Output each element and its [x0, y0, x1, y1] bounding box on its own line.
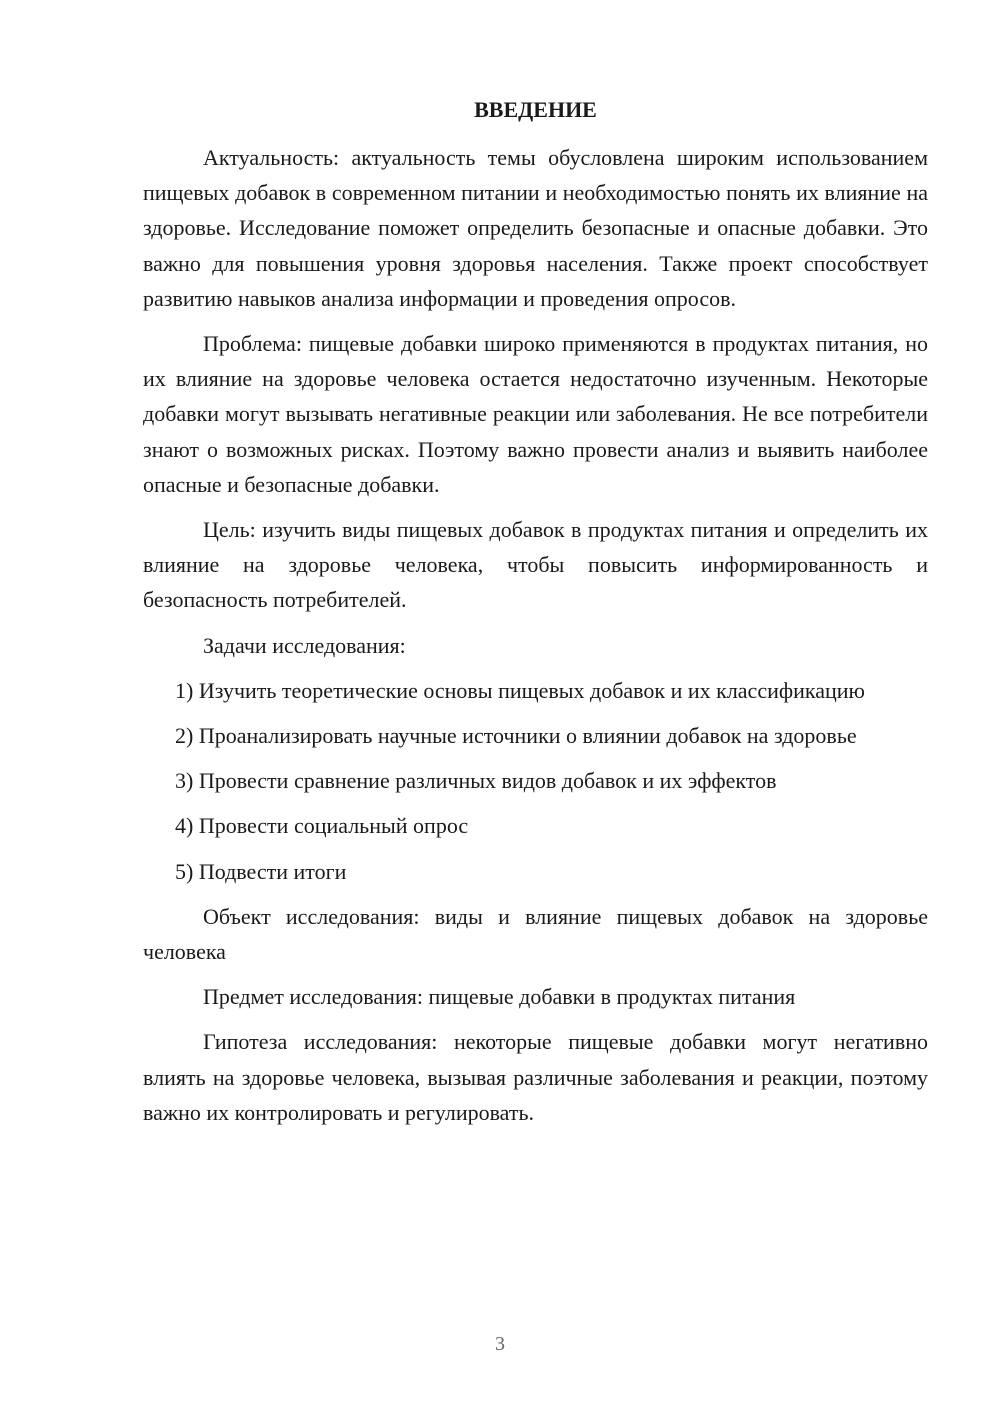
paragraph-tasks-heading: Задачи исследования:	[203, 632, 406, 658]
paragraph-object: Объект исследования: виды и влияние пищевых добавок на здоровье человека	[143, 903, 928, 965]
paragraph-hypothesis: Гипотеза исследования: некоторые пищевые добавки могут негативно влиять на здоровье человека, вызывая различные заболевания и реакции, поэтому важно их контролировать и регулировать.	[143, 1029, 928, 1125]
tasks-list	[143, 673, 928, 889]
document-page	[143, 92, 928, 1140]
list-item: 3) Провести сравнение различных видов добавок и их эффектов	[175, 768, 777, 794]
page-heading: ВВЕДЕНИЕ	[474, 97, 597, 122]
paragraph-problem: Проблема: пищевые добавки широко применяются в продуктах питания, но их влияние на здоровье человека остается недостаточно изученным. Некоторые добавки могут вызывать негативные реакции или заболевания. Не все потребители знают о возможных рисках. Поэтому важно провести анализ и выявить наиболее опасные и безопасные добавки.	[143, 331, 928, 497]
paragraph-subject: Предмет исследования: пищевые добавки в продуктах питания	[203, 984, 796, 1010]
paragraph-goal: Цель: изучить виды пищевых добавок в продуктах питания и определить их влияние на здоровье человека, чтобы повысить информированность и безопасность потребителей.	[143, 517, 928, 613]
list-item: 4) Провести социальный опрос	[175, 813, 469, 839]
list-item: 1) Изучить теоретические основы пищевых добавок и их классификацию	[175, 677, 865, 703]
paragraph-relevance: Актуальность: актуальность темы обусловлена широким использованием пищевых добавок в современном питании и необходимостью понять их влияние на здоровье. Исследование поможет определить безопасные и опасные добавки. Это важно для повышения уровня здоровья населения. Также проект способствует развитию навыков анализа информации и проведения опросов.	[143, 145, 928, 311]
list-item: 2) Проанализировать научные источники о влиянии добавок на здоровье	[175, 723, 857, 749]
page-number: 3	[495, 1333, 505, 1355]
list-item: 5) Подвести итоги	[175, 858, 347, 884]
